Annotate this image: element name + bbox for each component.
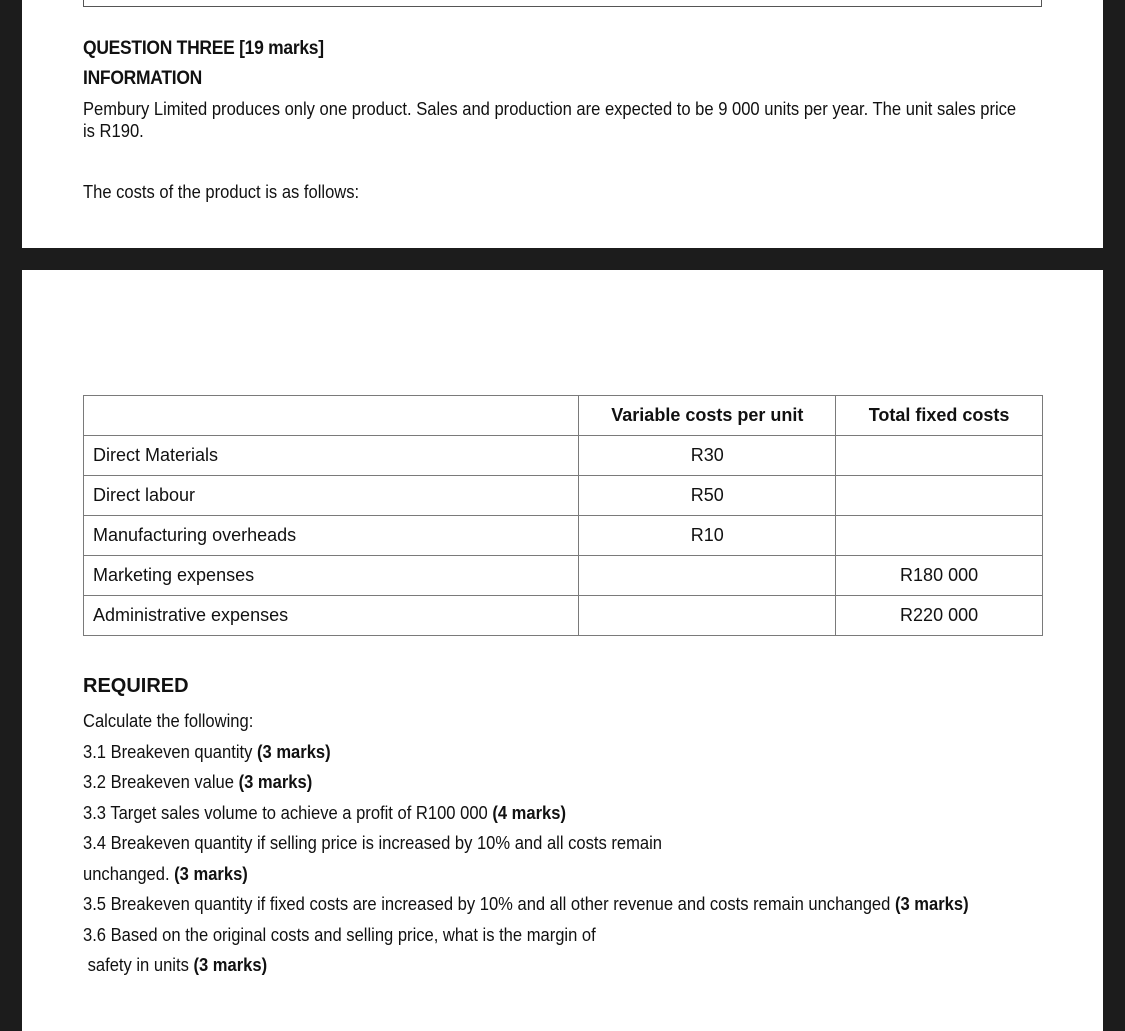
question-title: QUESTION THREE [19 marks]: [83, 38, 324, 59]
required-instruction: Calculate the following:: [83, 711, 254, 731]
list-item: 3.2 Breakeven value (3 marks): [83, 772, 313, 792]
header-fixed-costs: Total fixed costs: [836, 396, 1043, 436]
fixed-cost: R180 000: [836, 556, 1043, 596]
variable-cost: R10: [579, 516, 836, 556]
list-item: safety in units (3 marks): [83, 955, 268, 975]
row-label: Direct labour: [84, 476, 579, 516]
page-two: [22, 270, 1103, 1031]
variable-cost: R30: [579, 436, 836, 476]
required-list: [83, 706, 969, 981]
variable-cost: [579, 596, 836, 636]
list-item: 3.1 Breakeven quantity (3 marks): [83, 741, 331, 762]
header-variable-costs: Variable costs per unit: [579, 396, 836, 436]
row-label: Administrative expenses: [84, 596, 579, 636]
list-item: unchanged. (3 marks): [83, 863, 248, 884]
list-item: 3.6 Based on the original costs and selling price, what is the margin of: [83, 924, 596, 945]
variable-cost: [579, 556, 836, 596]
fixed-cost: [836, 436, 1043, 476]
costs-table: [83, 395, 1043, 636]
previous-table-bottom-border: [83, 0, 1042, 7]
row-label: Direct Materials: [84, 436, 579, 476]
header-blank: [84, 396, 579, 436]
list-item: 3.5 Breakeven quantity if fixed costs are increased by 10% and all other revenue and costs remain unchanged (3 marks): [83, 894, 969, 914]
costs-intro: The costs of the product is as follows:: [83, 182, 360, 202]
fixed-cost: R220 000: [836, 596, 1043, 636]
table-header-row: [84, 396, 1043, 436]
variable-cost: R50: [579, 476, 836, 516]
table-row: [84, 516, 1043, 556]
required-heading: REQUIRED: [83, 675, 189, 697]
row-label: Marketing expenses: [84, 556, 579, 596]
information-heading: INFORMATION: [83, 68, 202, 89]
row-label: Manufacturing overheads: [84, 516, 579, 556]
list-item: 3.3 Target sales volume to achieve a profit of R100 000 (4 marks): [83, 802, 566, 823]
table-row: [84, 596, 1043, 636]
list-item: 3.4 Breakeven quantity if selling price is increased by 10% and all costs remain: [83, 833, 662, 853]
intro-paragraph: Pembury Limited produces only one product. Sales and production are expected to be 9 000 units per year. The unit sales price is R190.: [83, 99, 1017, 141]
table-row: [84, 436, 1043, 476]
table-row: [84, 476, 1043, 516]
fixed-cost: [836, 476, 1043, 516]
table-row: [84, 556, 1043, 596]
fixed-cost: [836, 516, 1043, 556]
page-one: [22, 0, 1103, 248]
